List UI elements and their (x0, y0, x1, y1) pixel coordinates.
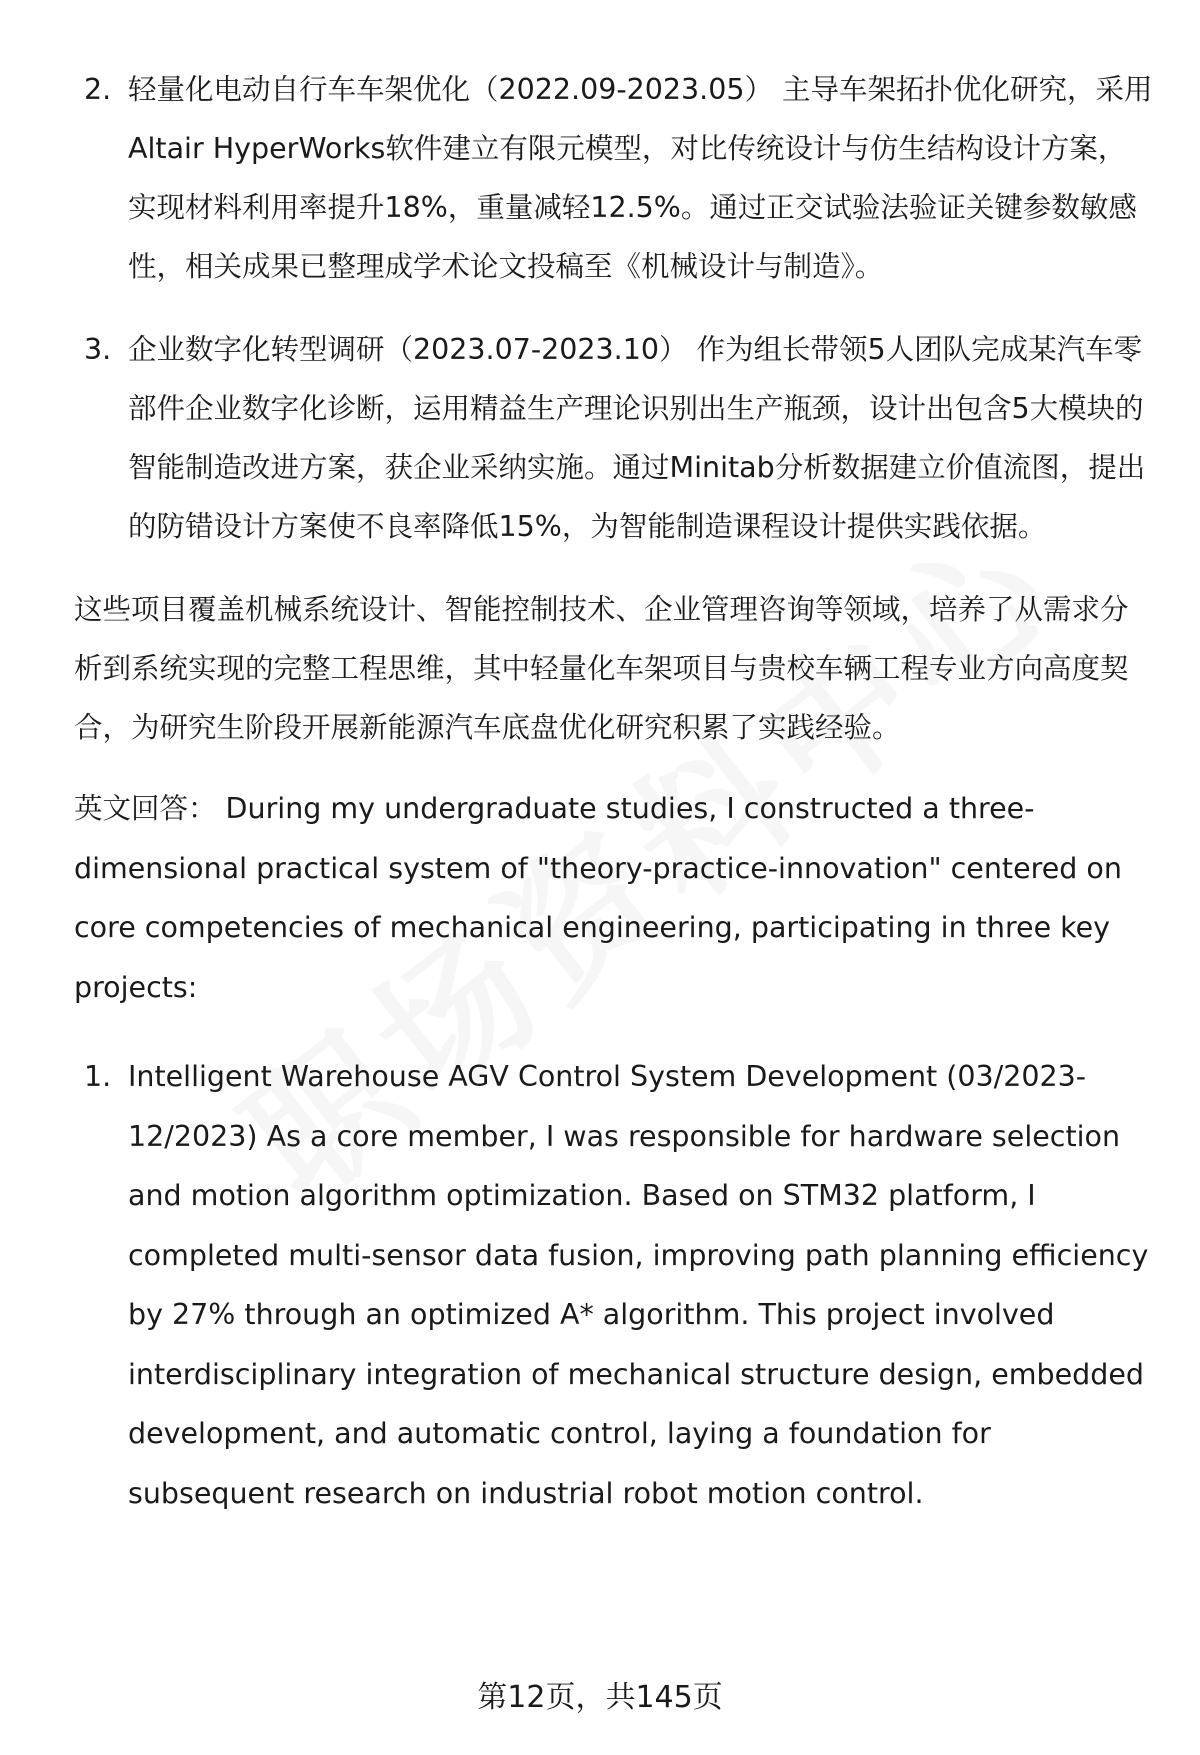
list-item-cn-2 (74, 60, 1154, 296)
page-content (74, 60, 1154, 1523)
page-footer: 第12页，共145页 (477, 1680, 723, 1715)
english-answer-intro: 英文回答： During my undergraduate studies, I constructed a three-dimensional practical system of "theory-practice-innovation" centered on core competencies of mechanical engineering, participating in three key projects: (74, 792, 1122, 1004)
list-item-text: 企业数字化转型调研（2023.07-2023.10） 作为组长带领5人团队完成某汽车零部件企业数字化诊断，运用精益生产理论识别出生产瓶颈，设计出包含5大模块的智能制造改进方案，获企业采纳实施。通过Minitab分析数据建立价值流图，提出的防错设计方案使不良率降低15%，为智能制造课程设计提供实践依据。 (128, 333, 1146, 543)
list-number: 2. (84, 73, 112, 106)
list-number: 1. (84, 1060, 112, 1093)
summary-paragraph-cn: 这些项目覆盖机械系统设计、智能控制技术、企业管理咨询等领域，培养了从需求分析到系统实现的完整工程思维，其中轻量化车架项目与贵校车辆工程专业方向高度契合，为研究生阶段开展新能源汽车底盘优化研究积累了实践经验。 (74, 593, 1129, 744)
list-item-en-1 (74, 1047, 1154, 1523)
list-number: 3. (84, 333, 112, 366)
list-item-cn-3 (74, 320, 1154, 556)
list-item-text: 轻量化电动自行车车架优化（2022.09-2023.05） 主导车架拓扑优化研究，采用Altair HyperWorks软件建立有限元模型，对比传统设计与仿生结构设计方案，实现材料利用率提升18%，重量减轻12.5%。通过正交试验法验证关键参数敏感性，相关成果已整理成学术论文投稿至《机械设计与制造》。 (128, 73, 1153, 283)
list-item-text: Intelligent Warehouse AGV Control System Development (03/2023-12/2023) As a core member, I was responsible for hardware selection and motion algorithm optimization. Based on STM32 platform, I completed multi-sensor data fusion, improving path planning efficiency by 27% through an optimized A* algorithm. This project involved interdisciplinary integration of mechanical structure design, embedded development, and automatic control, laying a foundation for subsequent research on industrial robot motion control. (128, 1060, 1149, 1510)
